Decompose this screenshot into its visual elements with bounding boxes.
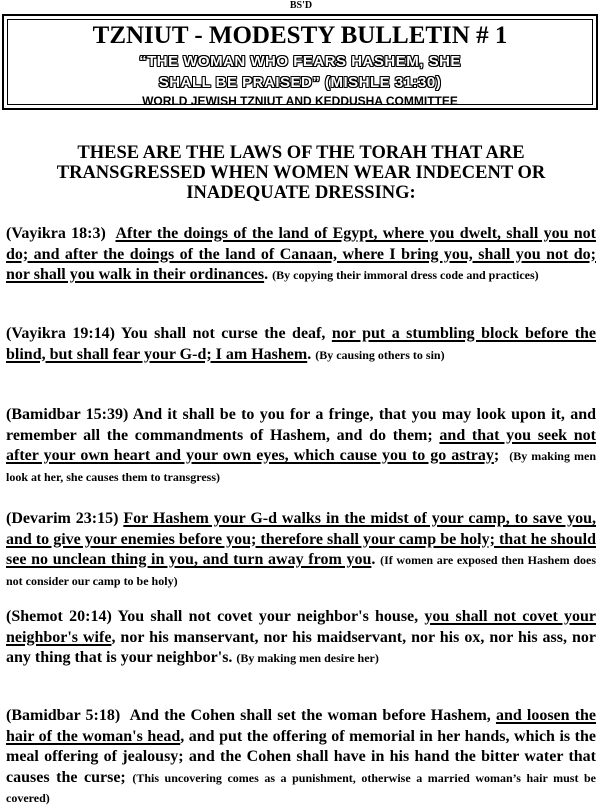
subtitle-line-1: “THE WOMAN WHO FEARS HASHEM, SHE (139, 53, 461, 70)
section-heading: THESE ARE THE LAWS OF THE TORAH THAT ARE TRANSGRESSED WHEN WOMEN WEAR INDECENT OR INADEQUATE DRESSING: (56, 143, 546, 203)
law-note: (If women are exposed then Hashem does not consider our camp to be holy) (6, 553, 597, 588)
subtitle-line-2: SHALL BE PRAISED” (MISHLE 31:30) (158, 74, 442, 91)
law-reference: (Shemot 20:14) (6, 608, 112, 625)
law-reference: (Bamidbar 15:39) (6, 406, 129, 423)
law-text-after: . (371, 551, 376, 568)
law-paragraph-vayikra-18-3 (6, 224, 596, 286)
law-underlined-text: and that you seek not after your own heart and your own eyes, which cause you to go astray (6, 426, 597, 464)
law-text-after: . (264, 266, 269, 283)
law-paragraph-bamidbar-15-39 (6, 405, 596, 487)
law-reference: (Vayikra 18:3) (6, 225, 106, 242)
bsd-mark: BS'D (289, 0, 313, 11)
law-note: (This uncovering comes as a punishment, otherwise a married woman’s hair must be covered) (6, 770, 597, 805)
bulletin-header (2, 14, 598, 110)
law-reference: (Devarim 23:15) (6, 510, 119, 527)
header-inner-frame (7, 19, 593, 108)
law-underlined-text: After the doings of the land of Egypt, where you dwelt, shall you not do; and after the doings of the land of Canaan, where I bring you, shall you not do; nor shall you walk in their ordinances (6, 225, 596, 283)
committee-name: WORLD JEWISH TZNIUT AND KEDDUSHA COMMITTEE (142, 94, 458, 108)
law-reference: (Vayikra 19:14) (6, 325, 116, 342)
law-text-after: , and put the offering of memorial in her hands, which is the meal offering of jealousy; and the Cohen shall have in his hand the bitter water that causes the curse; (6, 727, 596, 786)
law-reference: (Bamidbar 5:18) (6, 707, 121, 724)
bulletin-title: TZNIUT - MODESTY BULLETIN # 1 (92, 22, 508, 49)
law-paragraph-devarim-23-15 (6, 509, 596, 591)
law-text: And the Cohen shall set the woman before Hashem, (129, 707, 491, 724)
law-paragraph-shemot-20-14 (6, 607, 596, 669)
law-note: (By making men look at her, she causes them to transgress) (6, 449, 596, 484)
law-paragraph-bamidbar-5-18 (6, 706, 596, 809)
law-paragraph-vayikra-19-14 (6, 324, 596, 365)
law-note: (By copying their immoral dress code and practices) (272, 268, 539, 282)
law-underlined-text: For Hashem your G-d walks in the midst of your camp, to save you, and to give your enemies before you; therefore shall your camp be holy; that he should see no unclean thing in you, and turn away from you (6, 510, 596, 568)
law-note: (By making men desire her) (236, 651, 379, 665)
law-underlined-text: nor put a stumbling block before the blind, but shall fear your G-d; I am Hashem (6, 325, 597, 363)
law-text: And it shall be to you for a fringe, that you may look upon it, and remember all the commandments of Hashem, and do them; (6, 406, 596, 444)
law-note: (By causing others to sin) (315, 347, 445, 362)
law-text: You shall not curse the deaf, (120, 325, 326, 342)
law-text-after: , nor his manservant, nor his maidservant, nor his ox, nor his ass, nor any thing that is your neighbor's. (6, 628, 596, 666)
law-text: You shall not covet your neighbor's house, (117, 608, 419, 625)
law-text-after: ; (493, 447, 500, 464)
law-underlined-text: and loosen the hair of the woman's head (6, 707, 597, 745)
law-text-after: . (307, 345, 312, 363)
law-underlined-text: you shall not covet your neighbor's wife (6, 608, 597, 646)
